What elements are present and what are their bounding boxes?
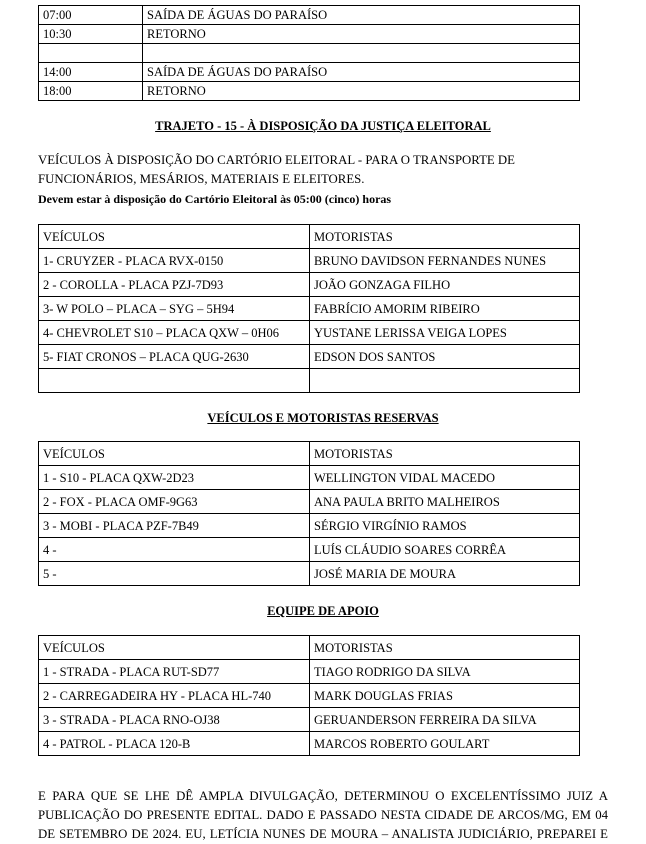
table-row xyxy=(39,345,580,369)
trajeto-description-line2: FUNCIONÁRIOS, MESÁRIOS, MATERIAIS E ELEITORES. xyxy=(38,172,365,186)
table-header-row xyxy=(39,225,580,249)
table-cell xyxy=(39,44,143,63)
trajeto-note: Devem estar à disposição do Cartório Eleitoral às 05:00 (cinco) horas xyxy=(38,192,392,206)
table-cell: RETORNO xyxy=(143,25,580,44)
header-veiculos: VEÍCULOS xyxy=(39,442,310,466)
table-cell: 5- FIAT CRONOS – PLACA QUG-2630 xyxy=(39,345,310,369)
table-cell: 4- CHEVROLET S10 – PLACA QXW – 0H06 xyxy=(39,321,310,345)
table-cell: EDSON DOS SANTOS xyxy=(310,345,580,369)
trajeto-vehicles-table xyxy=(38,224,580,393)
table-cell: FABRÍCIO AMORIM RIBEIRO xyxy=(310,297,580,321)
table-cell: 3- W POLO – PLACA – SYG – 5H94 xyxy=(39,297,310,321)
table-row xyxy=(39,490,580,514)
table-row xyxy=(39,44,580,63)
table-cell: RETORNO xyxy=(143,82,580,101)
header-motoristas: MOTORISTAS xyxy=(310,636,580,660)
table-row xyxy=(39,249,580,273)
table-cell xyxy=(310,369,580,393)
table-cell: 18:00 xyxy=(39,82,143,101)
table-row xyxy=(39,538,580,562)
table-row xyxy=(39,660,580,684)
table-row xyxy=(39,684,580,708)
table-cell: 1 - S10 - PLACA QXW-2D23 xyxy=(39,466,310,490)
table-cell xyxy=(39,369,310,393)
reservas-heading: VEÍCULOS E MOTORISTAS RESERVAS xyxy=(207,411,439,425)
table-cell: 3 - MOBI - PLACA PZF-7B49 xyxy=(39,514,310,538)
table-cell: MARCOS ROBERTO GOULART xyxy=(310,732,580,756)
closing-line3: DE SETEMBRO DE 2024. EU, LETÍCIA NUNES DE MOURA – ANALISTA JUDICIÁRIO, PREPAREI E xyxy=(38,827,608,841)
table-row xyxy=(39,466,580,490)
table-row xyxy=(39,25,580,44)
table-cell: 1- CRUYZER - PLACA RVX-0150 xyxy=(39,249,310,273)
table-row xyxy=(39,297,580,321)
table-row xyxy=(39,273,580,297)
closing-line1: E PARA QUE SE LHE DÊ AMPLA DIVULGAÇÃO, DETERMINOU O EXCELENTÍSSIMO JUIZ A xyxy=(38,789,608,803)
table-row xyxy=(39,562,580,586)
table-cell: TIAGO RODRIGO DA SILVA xyxy=(310,660,580,684)
table-cell: 4 - PATROL - PLACA 120-B xyxy=(39,732,310,756)
table-cell: BRUNO DAVIDSON FERNANDES NUNES xyxy=(310,249,580,273)
table-cell: YUSTANE LERISSA VEIGA LOPES xyxy=(310,321,580,345)
table-cell: 10:30 xyxy=(39,25,143,44)
table-cell: 3 - STRADA - PLACA RNO-OJ38 xyxy=(39,708,310,732)
table-cell: 5 - xyxy=(39,562,310,586)
table-row xyxy=(39,6,580,25)
table-row xyxy=(39,369,580,393)
header-veiculos: VEÍCULOS xyxy=(39,636,310,660)
header-motoristas: MOTORISTAS xyxy=(310,442,580,466)
table-cell: JOSÉ MARIA DE MOURA xyxy=(310,562,580,586)
table-cell: SAÍDA DE ÁGUAS DO PARAÍSO xyxy=(143,63,580,82)
apoio-heading: EQUIPE DE APOIO xyxy=(267,604,379,618)
table-row xyxy=(39,732,580,756)
table-header-row xyxy=(39,636,580,660)
table-row xyxy=(39,82,580,101)
trajeto-description-line1: VEÍCULOS À DISPOSIÇÃO DO CARTÓRIO ELEITORAL - PARA O TRANSPORTE DE xyxy=(38,153,515,167)
table-cell: GERUANDERSON FERREIRA DA SILVA xyxy=(310,708,580,732)
table-cell: 4 - xyxy=(39,538,310,562)
table-cell: WELLINGTON VIDAL MACEDO xyxy=(310,466,580,490)
table-cell xyxy=(143,44,580,63)
header-veiculos: VEÍCULOS xyxy=(39,225,310,249)
schedule-table xyxy=(38,5,580,101)
table-header-row xyxy=(39,442,580,466)
table-cell: 2 - CARREGADEIRA HY - PLACA HL-740 xyxy=(39,684,310,708)
apoio-vehicles-table xyxy=(38,635,580,756)
table-cell: ANA PAULA BRITO MALHEIROS xyxy=(310,490,580,514)
table-cell: SAÍDA DE ÁGUAS DO PARAÍSO xyxy=(143,6,580,25)
table-cell: JOÃO GONZAGA FILHO xyxy=(310,273,580,297)
header-motoristas: MOTORISTAS xyxy=(310,225,580,249)
table-row xyxy=(39,63,580,82)
table-cell: 07:00 xyxy=(39,6,143,25)
table-cell: 2 - FOX - PLACA OMF-9G63 xyxy=(39,490,310,514)
table-cell: LUÍS CLÁUDIO SOARES CORRÊA xyxy=(310,538,580,562)
closing-line2: PUBLICAÇÃO DO PRESENTE EDITAL. DADO E PASSADO NESTA CIDADE DE ARCOS/MG, EM 04 xyxy=(38,808,608,822)
reservas-vehicles-table xyxy=(38,441,580,586)
table-cell: SÉRGIO VIRGÍNIO RAMOS xyxy=(310,514,580,538)
table-row xyxy=(39,321,580,345)
table-cell: 14:00 xyxy=(39,63,143,82)
table-cell: 1 - STRADA - PLACA RUT-SD77 xyxy=(39,660,310,684)
table-row xyxy=(39,708,580,732)
table-cell: MARK DOUGLAS FRIAS xyxy=(310,684,580,708)
table-row xyxy=(39,514,580,538)
trajeto-heading: TRAJETO - 15 - À DISPOSIÇÃO DA JUSTIÇA ELEITORAL xyxy=(155,119,491,133)
table-cell: 2 - COROLLA - PLACA PZJ-7D93 xyxy=(39,273,310,297)
